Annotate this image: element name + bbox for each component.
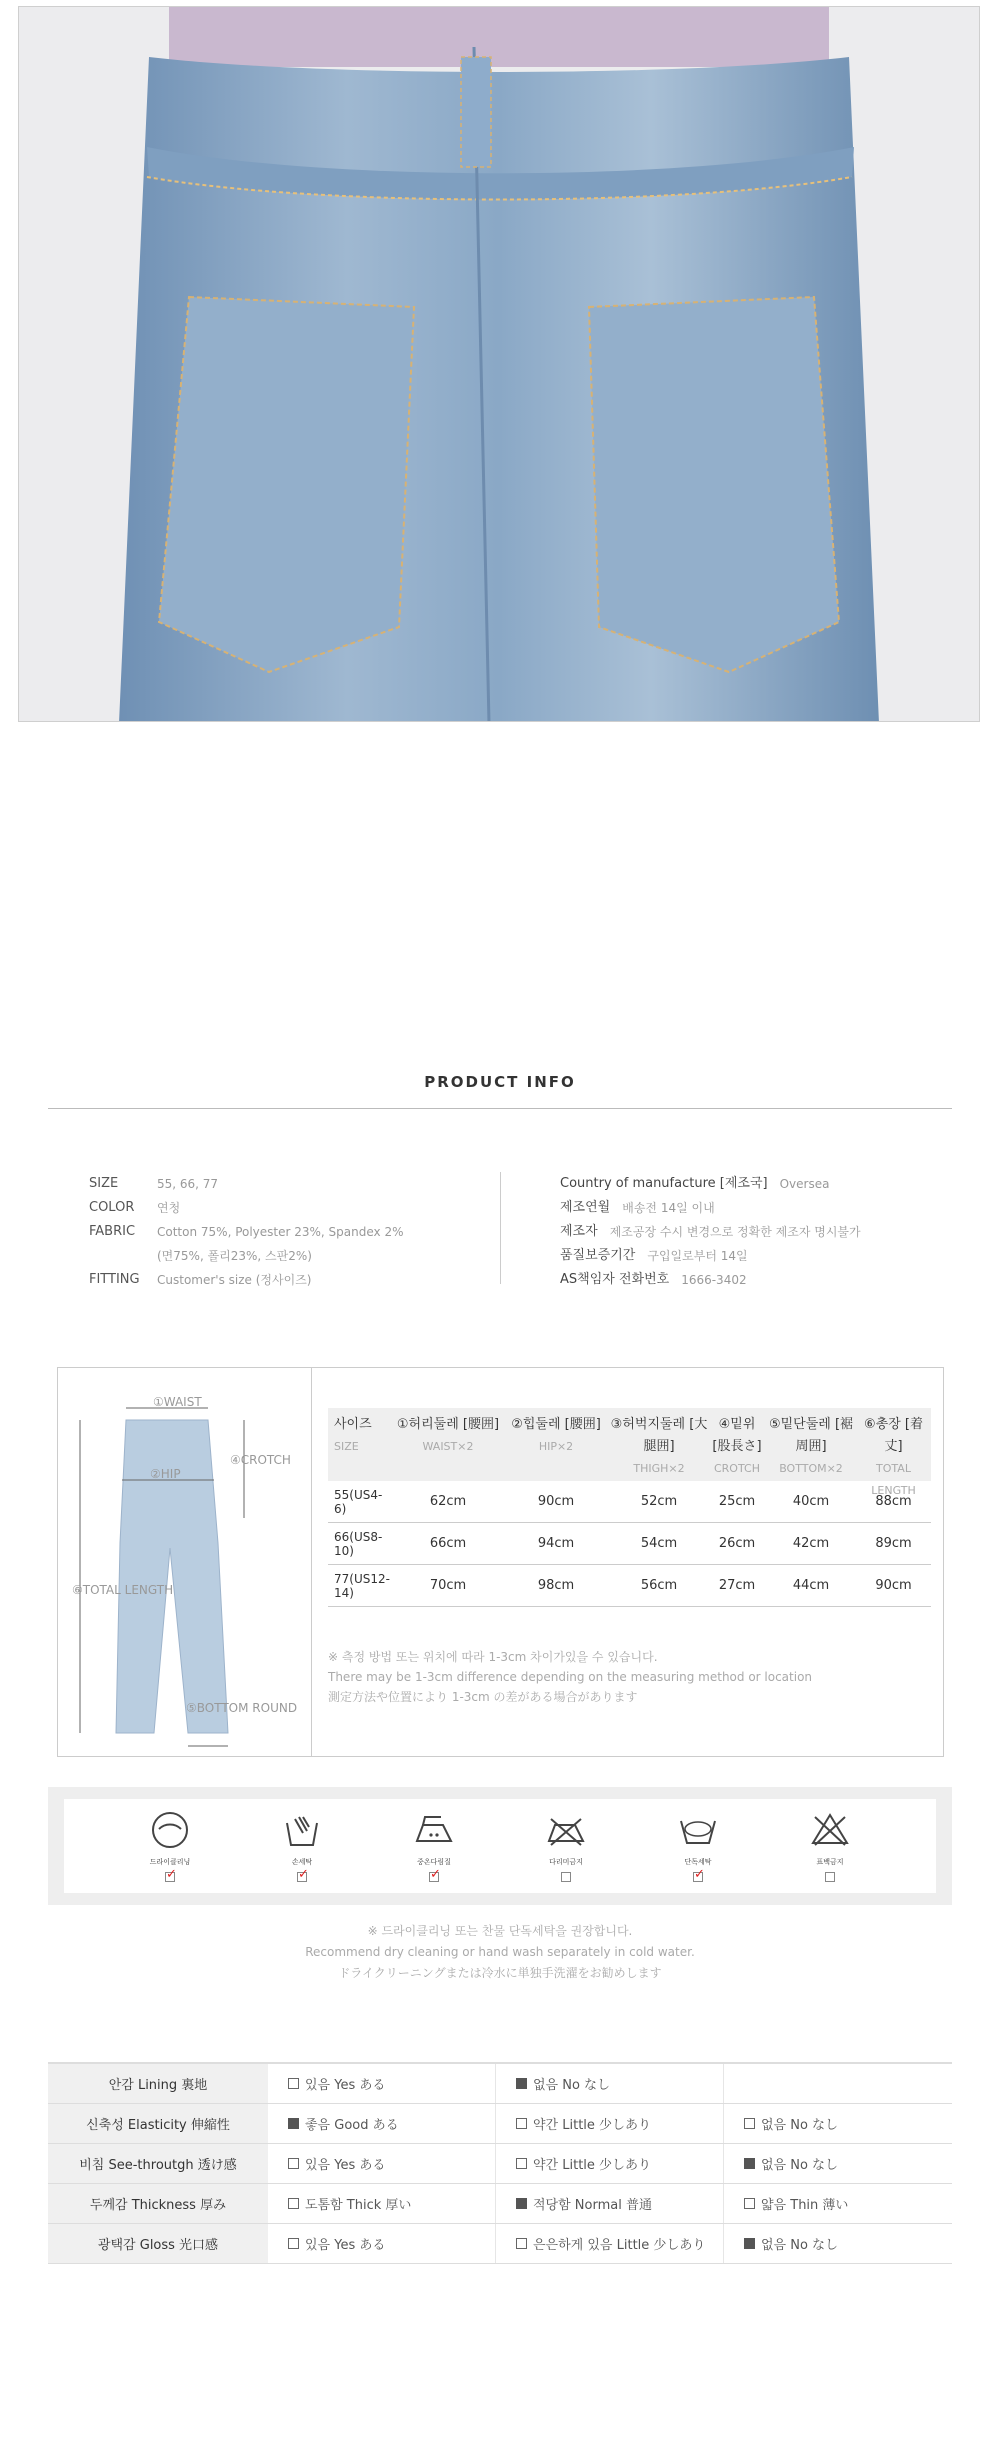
info-row-fabric-ko xyxy=(89,1244,489,1268)
attr-option-text: 도톰함 Thick 厚い xyxy=(305,2198,412,2213)
attr-option-text: 있음 Yes ある xyxy=(305,2078,386,2093)
divider xyxy=(48,1108,952,1109)
header-thigh: ③허벅지둘레 [大腿囲] xyxy=(610,1417,708,1454)
care-checkbox xyxy=(561,1872,571,1882)
product-photo xyxy=(18,6,980,722)
size-note-ja: 測定方法や位置により 1-3cm の差がある場合があります xyxy=(328,1690,638,1704)
table-cell: 66cm xyxy=(429,1536,467,1551)
info-row-warranty xyxy=(560,1244,980,1268)
size-notes xyxy=(328,1647,931,1707)
info-row-size xyxy=(89,1172,489,1196)
attr-option xyxy=(496,2104,724,2143)
attr-option-text: 있음 Yes ある xyxy=(305,2158,386,2173)
attr-row-thickness xyxy=(48,2184,952,2224)
attr-option xyxy=(496,2224,724,2263)
radio-box-selected xyxy=(744,2158,755,2169)
jeans-measure-diagram xyxy=(58,1368,312,1756)
table-cell: 90cm xyxy=(875,1578,912,1593)
attr-label: 비침 See-throutgh 透け感 xyxy=(48,2144,268,2183)
attr-option xyxy=(268,2104,496,2143)
info-label: FITTING xyxy=(89,1272,140,1287)
table-cell: 70cm xyxy=(429,1578,467,1593)
attr-option xyxy=(724,2184,952,2223)
header-bottom: ⑤밑단둘레 [裾周囲] xyxy=(768,1417,854,1454)
care-checkbox xyxy=(825,1872,835,1882)
size-note-en: There may be 1-3cm difference depending on the measuring method or location xyxy=(328,1670,813,1684)
dry-clean-icon xyxy=(149,1809,191,1851)
care-item-dry-clean xyxy=(125,1799,215,1893)
attr-option xyxy=(268,2064,496,2103)
iron-icon xyxy=(413,1809,455,1851)
radio-box xyxy=(744,2198,755,2209)
table-row xyxy=(328,1565,931,1607)
care-notes xyxy=(0,1921,1000,1984)
attr-option xyxy=(724,2144,952,2183)
table-cell: 25cm xyxy=(718,1494,756,1509)
product-info-left xyxy=(89,1172,489,1292)
info-label: FABRIC xyxy=(89,1224,136,1239)
header-waist-en: WAIST×2 xyxy=(422,1440,474,1453)
info-value: 구입일로부터 14일 xyxy=(647,1249,748,1263)
attr-option-text: 없음 No なし xyxy=(761,2238,839,2253)
attr-label: 신축성 Elasticity 伸縮性 xyxy=(48,2104,268,2143)
attr-option-empty xyxy=(724,2064,952,2103)
attr-option-text: 없음 No なし xyxy=(761,2158,839,2173)
size-table-header xyxy=(328,1408,931,1497)
attr-option xyxy=(268,2144,496,2183)
attr-option xyxy=(268,2224,496,2263)
info-value: 배송전 14일 이내 xyxy=(622,1201,715,1215)
care-note-en: Recommend dry cleaning or hand wash separately in cold water. xyxy=(305,1945,695,1959)
no-bleach-icon xyxy=(809,1809,851,1851)
jeans-back-image xyxy=(19,7,980,722)
info-value: Customer's size (정사이즈) xyxy=(157,1273,312,1287)
table-cell: 88cm xyxy=(875,1494,912,1509)
attr-option-text: 얇음 Thin 薄い xyxy=(761,2198,849,2213)
info-value: Cotton 75%, Polyester 23%, Spandex 2% xyxy=(157,1225,404,1239)
attr-option xyxy=(496,2184,724,2223)
header-size: 사이즈 xyxy=(334,1417,372,1432)
attribute-table xyxy=(48,2062,952,2264)
attr-option-text: 약간 Little 少しあり xyxy=(533,2158,652,2173)
attr-option xyxy=(496,2144,724,2183)
table-cell: 44cm xyxy=(792,1578,830,1593)
info-row-fitting xyxy=(89,1268,489,1292)
attr-option xyxy=(724,2224,952,2263)
attr-row-elasticity xyxy=(48,2104,952,2144)
table-cell: 52cm xyxy=(640,1494,678,1509)
care-checkbox xyxy=(429,1872,439,1882)
care-item-no-iron xyxy=(521,1799,611,1893)
care-note-ko: ※ 드라이클리닝 또는 찬물 단독세탁을 권장합니다. xyxy=(367,1924,633,1938)
table-cell: 66(US8-10) xyxy=(334,1529,383,1558)
care-item-no-bleach xyxy=(785,1799,875,1893)
info-row-phone xyxy=(560,1268,980,1292)
radio-box xyxy=(744,2118,755,2129)
attr-label: 안감 Lining 裏地 xyxy=(48,2064,268,2103)
vertical-divider xyxy=(500,1172,501,1284)
care-section xyxy=(48,1787,952,1905)
info-value: 제조공장 수시 변경으로 정확한 제조자 명시불가 xyxy=(609,1225,861,1239)
care-label: 중온다림질 xyxy=(417,1858,451,1866)
care-icons xyxy=(64,1799,936,1893)
info-row-color xyxy=(89,1196,489,1220)
table-cell: 89cm xyxy=(875,1536,912,1551)
attr-option-text: 약간 Little 少しあり xyxy=(533,2118,652,2133)
table-row xyxy=(328,1523,931,1565)
table-cell: 90cm xyxy=(537,1494,575,1509)
info-label: COLOR xyxy=(89,1200,135,1215)
radio-box xyxy=(288,2238,299,2249)
care-item-hand-wash xyxy=(257,1799,347,1893)
attr-option-text: 좋음 Good ある xyxy=(305,2118,399,2133)
care-label: 단독세탁 xyxy=(684,1858,712,1866)
bottom-round-label: ⑤BOTTOM ROUND xyxy=(186,1701,298,1715)
size-note-ko: ※ 측정 방법 또는 위치에 따라 1-3cm 차이가있을 수 있습니다. xyxy=(328,1650,658,1664)
info-label xyxy=(89,1244,157,1268)
radio-box xyxy=(516,2118,527,2129)
info-value: 연청 xyxy=(157,1201,181,1215)
header-waist: ①허리둘레 [腰囲] xyxy=(396,1417,500,1432)
info-label: 품질보증기간 xyxy=(560,1248,636,1263)
info-label: SIZE xyxy=(89,1176,119,1191)
radio-box-selected xyxy=(516,2198,527,2209)
attr-option-text: 있음 Yes ある xyxy=(305,2238,386,2253)
care-note-ja: ドライクリーニングまたは冷水に単独手洗濯をお勧めします xyxy=(338,1966,662,1980)
table-cell: 27cm xyxy=(718,1578,756,1593)
table-row xyxy=(328,1481,931,1523)
radio-box-selected xyxy=(744,2238,755,2249)
info-label: 제조자 xyxy=(560,1224,598,1239)
info-row-date xyxy=(560,1196,980,1220)
hand-wash-icon xyxy=(281,1809,323,1851)
header-hip-en: HIP×2 xyxy=(538,1440,574,1453)
table-cell: 26cm xyxy=(718,1536,756,1551)
header-crotch-en: CROTCH xyxy=(713,1462,760,1475)
care-label: 드라이클리닝 xyxy=(149,1858,191,1866)
care-label: 표백금지 xyxy=(816,1858,844,1866)
radio-box xyxy=(288,2078,299,2089)
info-label: 제조연월 xyxy=(560,1200,611,1215)
attr-option xyxy=(724,2104,952,2143)
table-cell: 40cm xyxy=(792,1494,830,1509)
info-value: Oversea xyxy=(779,1177,830,1191)
header-total: ⑥총장 [着丈] xyxy=(864,1417,923,1454)
header-hip: ②힙둘레 [腰囲] xyxy=(511,1417,601,1432)
table-cell: 62cm xyxy=(429,1494,467,1509)
care-checkbox xyxy=(297,1872,307,1882)
radio-box xyxy=(516,2158,527,2169)
separate-wash-icon xyxy=(677,1809,719,1851)
care-checkbox xyxy=(165,1872,175,1882)
radio-box xyxy=(288,2158,299,2169)
attr-label: 광택감 Gloss 光口感 xyxy=(48,2224,268,2263)
care-item-separate-wash xyxy=(653,1799,743,1893)
size-figure xyxy=(58,1368,312,1756)
info-value: 55, 66, 77 xyxy=(157,1177,219,1191)
radio-box-selected xyxy=(516,2078,527,2089)
attr-option-text: 없음 No なし xyxy=(761,2118,839,2133)
radio-box xyxy=(516,2238,527,2249)
radio-box-selected xyxy=(288,2118,299,2129)
info-value: 1666-3402 xyxy=(681,1273,747,1287)
waist-label: ①WAIST xyxy=(153,1395,202,1409)
info-label: Country of manufacture [제조국] xyxy=(560,1176,768,1191)
header-total-en: TOTAL LENGTH xyxy=(871,1462,916,1497)
hip-label: ②HIP xyxy=(150,1467,181,1481)
table-cell: 55(US4-6) xyxy=(334,1487,383,1516)
attr-option-text: 없음 No なし xyxy=(533,2078,611,2093)
attr-option-text: 적당함 Normal 普通 xyxy=(533,2198,652,2213)
attr-row-lining xyxy=(48,2064,952,2104)
info-row-maker xyxy=(560,1220,980,1244)
attr-label: 두께감 Thickness 厚み xyxy=(48,2184,268,2223)
care-label: 손세탁 xyxy=(291,1858,313,1866)
size-chart xyxy=(57,1367,944,1757)
size-table xyxy=(328,1408,931,1707)
care-item-iron xyxy=(389,1799,479,1893)
attr-option-text: 은은하게 있음 Little 少しあり xyxy=(533,2238,706,2253)
info-label: AS책임자 전화번호 xyxy=(560,1272,670,1287)
table-cell: 42cm xyxy=(792,1536,830,1551)
total-length-label: ⑥TOTAL LENGTH xyxy=(72,1583,174,1597)
info-row-country xyxy=(560,1172,980,1196)
table-cell: 94cm xyxy=(537,1536,575,1551)
header-thigh-en: THIGH×2 xyxy=(633,1462,685,1475)
info-value: (면75%, 폴리23%, 스판2%) xyxy=(157,1249,312,1263)
care-checkbox xyxy=(693,1872,703,1882)
table-cell: 98cm xyxy=(537,1578,575,1593)
header-size-en: SIZE xyxy=(334,1440,359,1453)
table-cell: 77(US12-14) xyxy=(334,1571,390,1600)
attr-row-gloss xyxy=(48,2224,952,2264)
header-bottom-en: BOTTOM×2 xyxy=(779,1462,843,1475)
crotch-label: ④CROTCH xyxy=(230,1453,291,1467)
product-info-right xyxy=(560,1172,980,1292)
attr-option xyxy=(496,2064,724,2103)
table-cell: 54cm xyxy=(640,1536,678,1551)
table-cell: 56cm xyxy=(640,1578,678,1593)
attr-option xyxy=(268,2184,496,2223)
no-iron-icon xyxy=(545,1809,587,1851)
header-crotch: ④밑위 [股長さ] xyxy=(712,1417,762,1454)
care-label: 다리미금지 xyxy=(549,1858,583,1866)
info-row-fabric xyxy=(89,1220,489,1244)
radio-box xyxy=(288,2198,299,2209)
attr-row-see-through xyxy=(48,2144,952,2184)
product-info-title: PRODUCT INFO xyxy=(424,1073,576,1091)
